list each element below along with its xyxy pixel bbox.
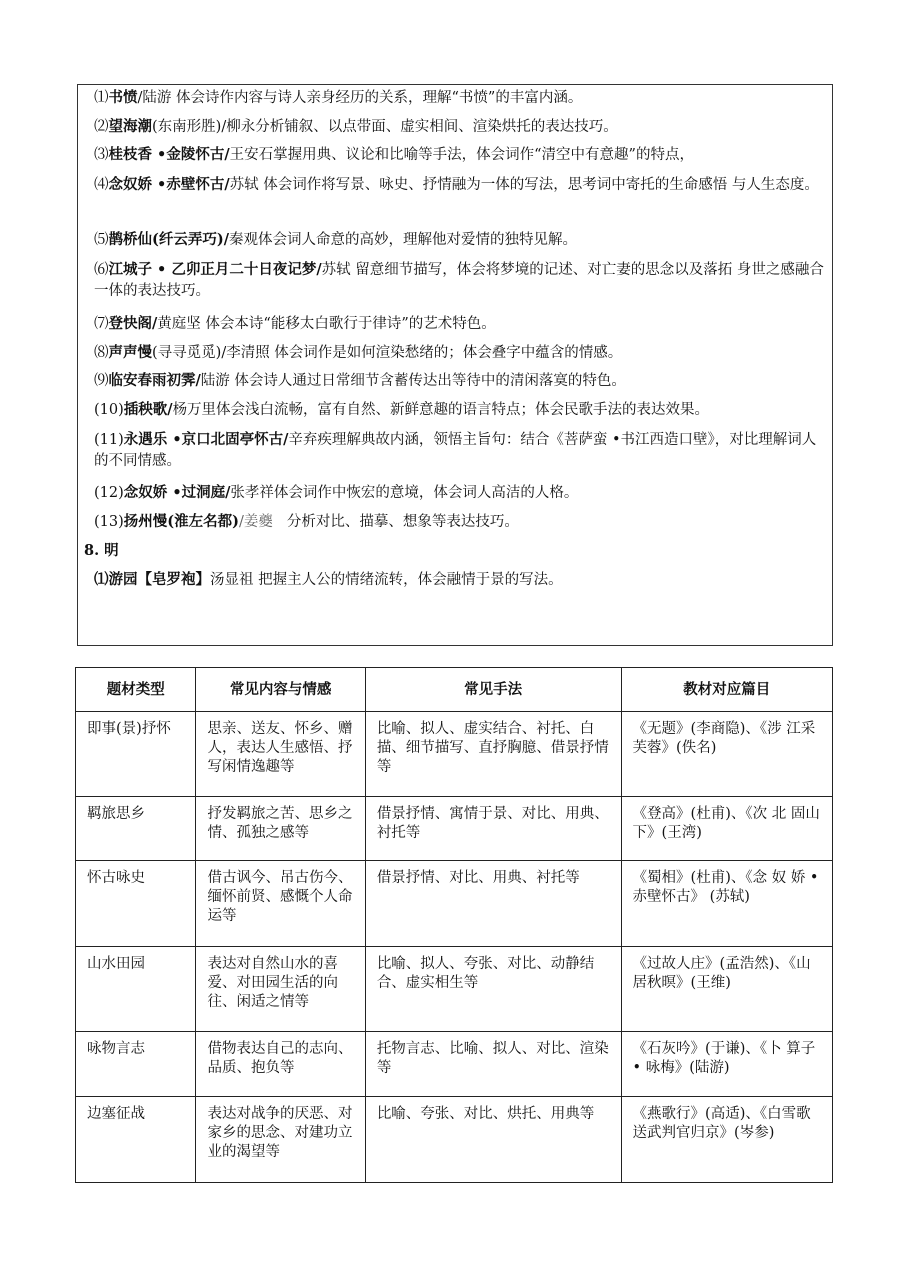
table-cell: 思亲、送友、怀乡、赠人，表达人生感悟、抒写闲情逸趣等 (196, 712, 365, 797)
table-cell: 表达对自然山水的喜爱、对田园生活的向往、闲适之情等 (196, 947, 365, 1032)
table-cell: 托物言志、比喻、拟人、对比、渲染等 (365, 1032, 621, 1097)
column-header: 题材类型 (76, 668, 196, 712)
table-cell: 抒发羁旅之苦、思乡之情、孤独之感等 (196, 797, 365, 861)
table-cell: 《无题》(李商隐)、《涉 江采芙蓉》(佚名) (621, 712, 832, 797)
table-cell: 边塞征战 (76, 1097, 196, 1183)
table-cell: 比喻、拟人、夸张、对比、动静结合、虚实相生等 (365, 947, 621, 1032)
column-header: 常见手法 (365, 668, 621, 712)
table-row (76, 861, 833, 947)
list-item: ⑷念奴娇 •赤壁怀古/苏轼 体会词作将写景、咏史、抒情融为一体的写法，思考词中寄托的生命感悟 与人生态度。 (94, 176, 819, 193)
table-row (76, 1097, 833, 1183)
list-item: ⑴书愤/陆游 体会诗作内容与诗人亲身经历的关系，理解“书愤”的丰富内涵。 (94, 89, 583, 106)
list-item: (11)永遇乐 •京口北固亭怀古/辛弃疾理解典故内涵，领悟主旨句：结合《菩萨蛮 •书江西造口壁》，对比理解词人的不同情感。 (94, 431, 817, 469)
column-header: 常见内容与情感 (196, 668, 365, 712)
table-cell: 借物表达自己的志向、品质、抱负等 (196, 1032, 365, 1097)
table-row (76, 1032, 833, 1097)
table-cell: 比喻、夸张、对比、烘托、用典等 (365, 1097, 621, 1183)
list-item: ⑴游园【皂罗袍】汤显祖 把握主人公的情绪流转，体会融情于景的写法。 (94, 571, 563, 588)
poetry-theme-table (75, 667, 833, 1183)
table-cell: 《登高》(杜甫)、《次 北 固山下》(王湾) (621, 797, 832, 861)
list-item: ⑹江城子 • 乙卯正月二十日夜记梦/苏轼 留意细节描写，体会将梦境的记述、对亡妻的思念以及落拓 身世之感融合一体的表达技巧。 (94, 261, 824, 299)
table-cell: 借古讽今、吊古伤今、缅怀前贤、感慨个人命运等 (196, 861, 365, 947)
list-item: ⑶桂枝香 •金陵怀古/王安石掌握用典、议论和比喻等手法，体会词作“清空中有意趣”的特点， (94, 146, 694, 163)
table-cell: 山水田园 (76, 947, 196, 1032)
list-item: ⑵望海潮(东南形胜)/柳永分析铺叙、以点带面、虚实相间、渲染烘托的表达技巧。 (94, 118, 618, 135)
table-cell: 即事(景)抒怀 (76, 712, 196, 797)
table-row (76, 947, 833, 1032)
table-cell: 比喻、拟人、虚实结合、衬托、白描、细节描写、直抒胸臆、借景抒情等 (365, 712, 621, 797)
table-cell: 《过故人庄》(孟浩然)、《山居秋暝》(王维) (621, 947, 832, 1032)
table-cell: 借景抒情、对比、用典、衬托等 (365, 861, 621, 947)
list-item: ⑻声声慢(寻寻觅觅)/李清照 体会词作是如何渲染愁绪的；体会叠字中蕴含的情感。 (94, 344, 623, 361)
table-cell: 借景抒情、寓情于景、对比、用典、衬托等 (365, 797, 621, 861)
table-row (76, 712, 833, 797)
table-row (76, 797, 833, 861)
list-item: (12)念奴娇 •过洞庭/张孝祥体会词作中恢宏的意境，体会词人高洁的人格。 (94, 484, 579, 501)
study-list-box (77, 84, 833, 646)
section-heading: 8. 明 (84, 542, 119, 559)
column-header: 教材对应篇目 (621, 668, 832, 712)
table-cell: 表达对战争的厌恶、对家乡的思念、对建功立业的渴望等 (196, 1097, 365, 1183)
table-cell: 咏物言志 (76, 1032, 196, 1097)
table-cell: 《蜀相》(杜甫)、《念 奴 娇 • 赤壁怀古》 (苏轼) (621, 861, 832, 947)
table-header-row (76, 668, 833, 712)
list-item: ⑼临安春雨初霁/陆游 体会诗人通过日常细节含蓄传达出等待中的清闲落寞的特色。 (94, 372, 626, 389)
table-cell: 羁旅思乡 (76, 797, 196, 861)
table-cell: 《燕歌行》(高适)、《白雪歌送武判官归京》(岑参) (621, 1097, 832, 1183)
table-cell: 《石灰吟》(于谦)、《卜 算子 • 咏梅》(陆游) (621, 1032, 832, 1097)
list-item: ⑺登快阁/黄庭坚 体会本诗“能移太白歌行于律诗”的艺术特色。 (94, 315, 496, 332)
list-item: (10)插秧歌/杨万里体会浅白流畅，富有自然、新鲜意趣的语言特点；体会民歌手法的表达效果。 (94, 401, 710, 418)
table-cell: 怀古咏史 (76, 861, 196, 947)
list-item: ⑸鹊桥仙(纤云弄巧)/秦观体会词人命意的高妙，理解他对爱情的独特见解。 (94, 231, 578, 248)
list-item: (13)扬州慢(淮左名都)/姜夔 分析对比、描摹、想象等表达技巧。 (94, 513, 519, 530)
